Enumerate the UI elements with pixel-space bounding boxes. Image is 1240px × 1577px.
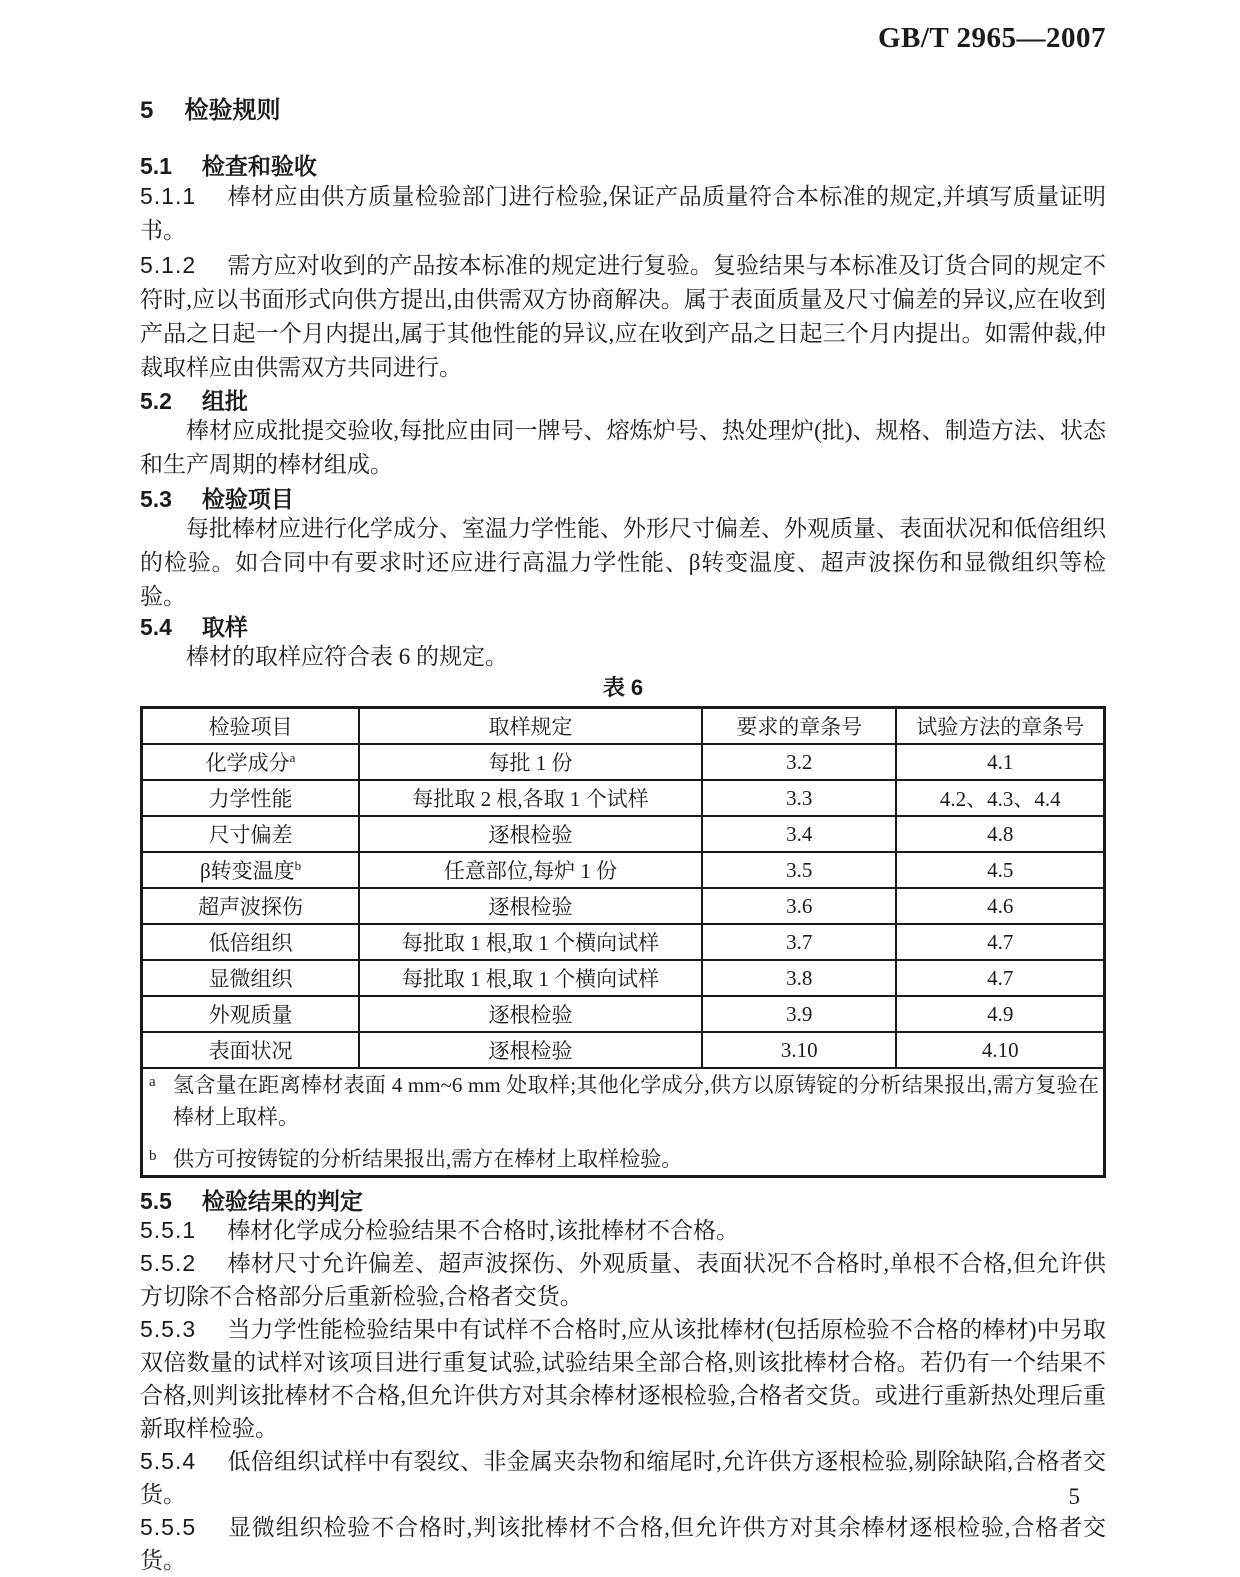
cell-item xyxy=(142,1032,360,1068)
section-title: 检验规则 xyxy=(184,97,281,124)
item-label: 超声波探伤 xyxy=(198,895,304,919)
cell-requirement: 3.7 xyxy=(702,924,897,960)
clause-number: 5.5.3 xyxy=(140,1316,197,1342)
cell-sampling: 每批取 1 根,取 1 个横向试样 xyxy=(359,960,702,996)
cell-requirement: 3.2 xyxy=(702,744,897,780)
cell-requirement: 3.3 xyxy=(702,780,897,816)
section-heading-5-2 xyxy=(140,388,1106,414)
clause-text: 棒材应由供方质量检验部门进行检验,保证产品质量符合本标准的规定,并填写质量证明书。 xyxy=(140,184,1106,243)
cell-item xyxy=(142,744,360,780)
cell-item xyxy=(142,924,360,960)
cell-item xyxy=(142,816,360,852)
document-page xyxy=(140,0,1107,1573)
cell-method: 4.7 xyxy=(896,924,1104,960)
table-header-row xyxy=(142,708,1105,745)
item-label: β转变温度 xyxy=(199,859,295,883)
section-number: 5.5 xyxy=(140,1188,172,1214)
cell-requirement: 3.10 xyxy=(702,1032,897,1068)
table-6-caption: 表 6 xyxy=(602,675,644,700)
table-footnotes xyxy=(142,1068,1105,1177)
clause-5-5-5 xyxy=(140,1511,1106,1577)
clause-text: 显微组织检验不合格时,判该批棒材不合格,但允许供方对其余棒材逐根检验,合格者交货。 xyxy=(140,1515,1106,1573)
footnote-marker: b xyxy=(294,858,302,873)
column-header-item: 检验项目 xyxy=(142,708,360,745)
paragraph-5-2: 棒材应成批提交验收,每批应由同一牌号、熔炼炉号、热处理炉(批)、规格、制造方法、状态和生产周期的棒材组成。 xyxy=(140,418,1106,477)
section-number: 5.1 xyxy=(140,153,172,179)
item-label: 尺寸偏差 xyxy=(208,823,293,847)
section-number: 5 xyxy=(140,97,154,124)
section-heading-5-3 xyxy=(140,486,1106,512)
clause-text: 棒材尺寸允许偏差、超声波探伤、外观质量、表面状况不合格时,单根不合格,但允许供方切除不合格部分后重新检验,合格者交货。 xyxy=(140,1251,1106,1309)
clause-5-1-2 xyxy=(140,248,1106,385)
footnote-marker: a xyxy=(149,1074,156,1090)
cell-method: 4.7 xyxy=(896,960,1104,996)
clause-text: 棒材化学成分检验结果不合格时,该批棒材不合格。 xyxy=(227,1218,739,1243)
footnote-marker: b xyxy=(149,1148,157,1164)
section-heading-5 xyxy=(140,98,1106,124)
cell-requirement: 3.5 xyxy=(702,852,897,888)
item-label: 外观质量 xyxy=(208,1003,293,1027)
clause-number: 5.5.1 xyxy=(140,1217,197,1243)
table-row xyxy=(142,1032,1105,1068)
table-6 xyxy=(140,706,1106,1178)
section-title: 检验结果的判定 xyxy=(201,1188,363,1214)
cell-requirement: 3.9 xyxy=(702,996,897,1032)
footnote-text: 氢含量在距离棒材表面 4 mm~6 mm 处取样;其他化学成分,供方以原铸锭的分析结果报出,需方复验在棒材上取样。 xyxy=(173,1073,1099,1129)
clause-5-5-1 xyxy=(140,1214,1106,1247)
clause-number: 5.1.1 xyxy=(140,183,197,209)
clause-text: 低倍组织试样中有裂纹、非金属夹杂物和缩尾时,允许供方逐根检验,剔除缺陷,合格者交货。 xyxy=(140,1449,1106,1507)
section-number: 5.4 xyxy=(140,614,172,640)
cell-method: 4.9 xyxy=(896,996,1104,1032)
table-footnote-a xyxy=(147,1069,1099,1133)
item-label: 力学性能 xyxy=(208,787,293,811)
clause-5-5-3 xyxy=(140,1313,1106,1445)
column-header-method: 试验方法的章条号 xyxy=(896,708,1104,745)
cell-sampling: 每批取 1 根,取 1 个横向试样 xyxy=(359,924,702,960)
cell-item xyxy=(142,780,360,816)
cell-requirement: 3.6 xyxy=(702,888,897,924)
cell-requirement: 3.8 xyxy=(702,960,897,996)
cell-method: 4.10 xyxy=(896,1032,1104,1068)
footnote-marker: a xyxy=(289,750,296,765)
clause-5-5-2 xyxy=(140,1247,1106,1313)
page-number: 5 xyxy=(1068,1484,1080,1509)
section-title: 取样 xyxy=(201,614,248,640)
table-row xyxy=(142,852,1105,888)
item-label: 表面状况 xyxy=(208,1039,293,1063)
section-heading-5-1 xyxy=(140,153,1106,179)
clause-number: 5.5.2 xyxy=(140,1250,197,1276)
clause-number: 5.1.2 xyxy=(140,252,197,278)
item-label: 显微组织 xyxy=(208,967,293,991)
cell-item xyxy=(142,888,360,924)
cell-sampling: 逐根检验 xyxy=(359,996,702,1032)
table-row xyxy=(142,780,1105,816)
table-row xyxy=(142,744,1105,780)
cell-item xyxy=(142,960,360,996)
section-title: 检验项目 xyxy=(201,486,294,512)
column-header-sampling: 取样规定 xyxy=(359,708,702,745)
cell-method: 4.2、4.3、4.4 xyxy=(896,780,1104,816)
table-footnote-row xyxy=(142,1068,1105,1177)
table-footnote-b xyxy=(147,1143,1099,1175)
cell-sampling: 逐根检验 xyxy=(359,816,702,852)
clause-5-5-4 xyxy=(140,1445,1106,1511)
cell-requirement: 3.4 xyxy=(702,816,897,852)
clause-5-1-1 xyxy=(140,179,1106,248)
table-row xyxy=(142,888,1105,924)
paragraph-5-3: 每批棒材应进行化学成分、室温力学性能、外形尺寸偏差、外观质量、表面状况和低倍组织的检验。如合同中有要求时还应进行高温力学性能、β转变温度、超声波探伤和显微组织等检验。 xyxy=(140,516,1106,609)
cell-item xyxy=(142,996,360,1032)
paragraph-5-4: 棒材的取样应符合表 6 的规定。 xyxy=(186,644,508,669)
cell-sampling: 逐根检验 xyxy=(359,888,702,924)
section-title: 检查和验收 xyxy=(201,153,317,179)
cell-method: 4.5 xyxy=(896,852,1104,888)
cell-item xyxy=(142,852,360,888)
clause-number: 5.5.5 xyxy=(140,1514,197,1540)
section-heading-5-4 xyxy=(140,614,1106,640)
item-label: 低倍组织 xyxy=(208,931,293,955)
table-row xyxy=(142,960,1105,996)
section-title: 组批 xyxy=(201,388,248,414)
cell-sampling: 逐根检验 xyxy=(359,1032,702,1068)
standard-reference: GB/T 2965—2007 xyxy=(877,22,1106,54)
section-number: 5.2 xyxy=(140,388,172,414)
clause-number: 5.5.4 xyxy=(140,1448,197,1474)
cell-sampling: 每批取 2 根,各取 1 个试样 xyxy=(359,780,702,816)
clause-text: 需方应对收到的产品按本标准的规定进行复验。复验结果与本标准及订货合同的规定不符时,应以书面形式向供方提出,由供需双方协商解决。属于表面质量及尺寸偏差的异议,应在收到产品之日起一个月内提出,属于其他性能的异议,应在收到产品之日起三个月内提出。如需仲裁,仲裁取样应由供需双方共同进行。 xyxy=(140,253,1107,380)
column-header-requirement: 要求的章条号 xyxy=(702,708,897,745)
table-row xyxy=(142,924,1105,960)
cell-method: 4.8 xyxy=(896,816,1104,852)
section-number: 5.3 xyxy=(140,486,172,512)
table-row xyxy=(142,816,1105,852)
section-heading-5-5 xyxy=(140,1188,1106,1214)
cell-method: 4.1 xyxy=(896,744,1104,780)
footnote-text: 供方可按铸锭的分析结果报出,需方在棒材上取样检验。 xyxy=(173,1147,683,1171)
clause-text: 当力学性能检验结果中有试样不合格时,应从该批棒材(包括原检验不合格的棒材)中另取双倍数量的试样对该项目进行重复试验,试验结果全部合格,则该批棒材合格。若仍有一个结果不合格,则判该批棒材不合格,但允许供方对其余棒材逐根检验,合格者交货。或进行重新热处理后重新取样检验。 xyxy=(140,1317,1106,1441)
cell-sampling: 任意部位,每炉 1 份 xyxy=(359,852,702,888)
table-row xyxy=(142,996,1105,1032)
cell-sampling: 每批 1 份 xyxy=(359,744,702,780)
cell-method: 4.6 xyxy=(896,888,1104,924)
item-label: 化学成分 xyxy=(205,751,290,775)
